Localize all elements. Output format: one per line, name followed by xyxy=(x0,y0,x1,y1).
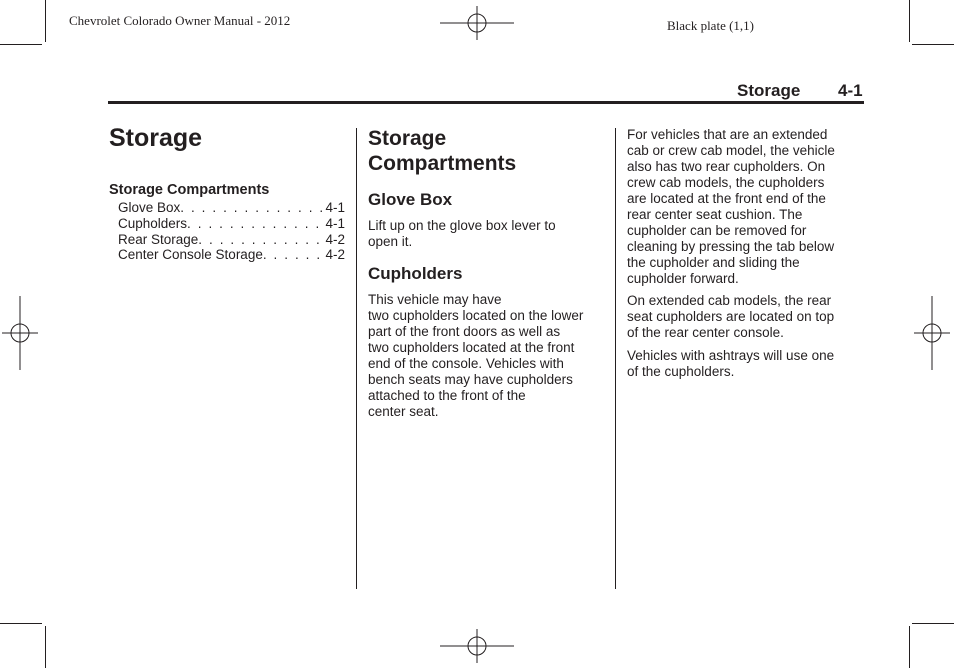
text-line: cupholder can be removed for xyxy=(627,223,807,238)
text-line: the cupholder and sliding the xyxy=(627,255,800,270)
text-line: also has two rear cupholders. On xyxy=(627,159,826,174)
section-header-page-number: 4-1 xyxy=(838,81,863,100)
text-line: crew cab models, the cupholders xyxy=(627,175,825,190)
toc-entry-label: Center Console Storage xyxy=(118,247,263,262)
crop-mark-top-left-h xyxy=(0,44,42,45)
toc-entry-label: Glove Box xyxy=(118,200,181,215)
registration-mark-top xyxy=(440,6,514,40)
registration-mark-left xyxy=(2,296,38,370)
crop-mark-top-right-v xyxy=(909,0,910,42)
text-line: rear center seat cushion. The xyxy=(627,207,803,222)
crop-mark-bottom-left-v xyxy=(45,626,46,668)
text-line: Lift up on the glove box lever to xyxy=(368,218,556,233)
text-line: of the cupholders. xyxy=(627,364,735,379)
toc-entry[interactable] xyxy=(118,232,345,248)
toc-entry[interactable] xyxy=(118,200,345,216)
text-line: cupholder forward. xyxy=(627,271,739,286)
column-divider xyxy=(615,128,616,589)
paragraph-rear-cupholders xyxy=(627,127,835,287)
crop-mark-bottom-left-h xyxy=(0,623,42,624)
toc-leader-dots xyxy=(187,216,323,232)
crop-mark-bottom-right-h xyxy=(912,623,954,624)
paragraph-extended-cab xyxy=(627,293,834,341)
subheading-glove-box: Glove Box xyxy=(368,190,453,209)
toc-heading: Storage Compartments xyxy=(109,182,270,198)
text-line: open it. xyxy=(368,234,413,249)
text-line: This vehicle may have xyxy=(368,292,502,307)
section-header-label: Storage xyxy=(737,81,801,100)
toc-leader-dots xyxy=(198,232,323,248)
text-line: of the rear center console. xyxy=(627,325,784,340)
toc-entry-page: 4-1 xyxy=(325,216,345,231)
running-header-left: Chevrolet Colorado Owner Manual - 2012 xyxy=(69,13,291,28)
heading-line: Storage xyxy=(368,127,447,150)
text-line: cleaning by pressing the tab below xyxy=(627,239,835,254)
subheading-cupholders: Cupholders xyxy=(368,264,463,283)
registration-mark-bottom xyxy=(440,629,514,663)
text-line: are located at the front end of the xyxy=(627,191,826,206)
heading-line: Compartments xyxy=(368,152,517,175)
text-line: Vehicles with ashtrays will use one xyxy=(627,348,835,363)
text-line: On extended cab models, the rear xyxy=(627,293,832,308)
toc-entry-label: Cupholders xyxy=(118,216,188,231)
crop-mark-top-left-v xyxy=(45,0,46,42)
toc-entry-label: Rear Storage xyxy=(118,232,199,247)
text-line: seat cupholders are located on top xyxy=(627,309,835,324)
paragraph-cupholders xyxy=(368,292,583,420)
paragraph-ashtrays xyxy=(627,348,834,380)
text-line: two cupholders located at the front xyxy=(368,340,575,355)
crop-mark-top-right-h xyxy=(912,44,954,45)
page-title: Storage xyxy=(109,124,203,152)
toc-leader-dots xyxy=(263,247,324,263)
text-line: center seat. xyxy=(368,404,439,419)
text-line: end of the console. Vehicles with xyxy=(368,356,564,371)
paragraph-glove-box xyxy=(368,218,556,250)
text-line: bench seats may have cupholders xyxy=(368,372,573,387)
section-heading-storage-compartments xyxy=(368,126,608,176)
crop-mark-bottom-right-v xyxy=(909,626,910,668)
column-divider xyxy=(356,128,357,589)
toc-entry[interactable] xyxy=(118,247,345,263)
toc-entry[interactable] xyxy=(118,216,345,232)
toc-entry-page: 4-1 xyxy=(325,200,345,215)
text-line: two cupholders located on the lower xyxy=(368,308,584,323)
text-line: cab or crew cab model, the vehicle xyxy=(627,143,835,158)
toc-entry-page: 4-2 xyxy=(325,232,345,247)
toc-entry-page: 4-2 xyxy=(325,247,345,262)
registration-mark-right xyxy=(914,296,950,370)
text-line: attached to the front of the xyxy=(368,388,526,403)
text-line: part of the front doors as well as xyxy=(368,324,561,339)
header-rule xyxy=(108,101,864,104)
running-header-right: Black plate (1,1) xyxy=(667,18,754,33)
text-line: For vehicles that are an extended xyxy=(627,127,828,142)
toc-leader-dots xyxy=(180,200,323,216)
